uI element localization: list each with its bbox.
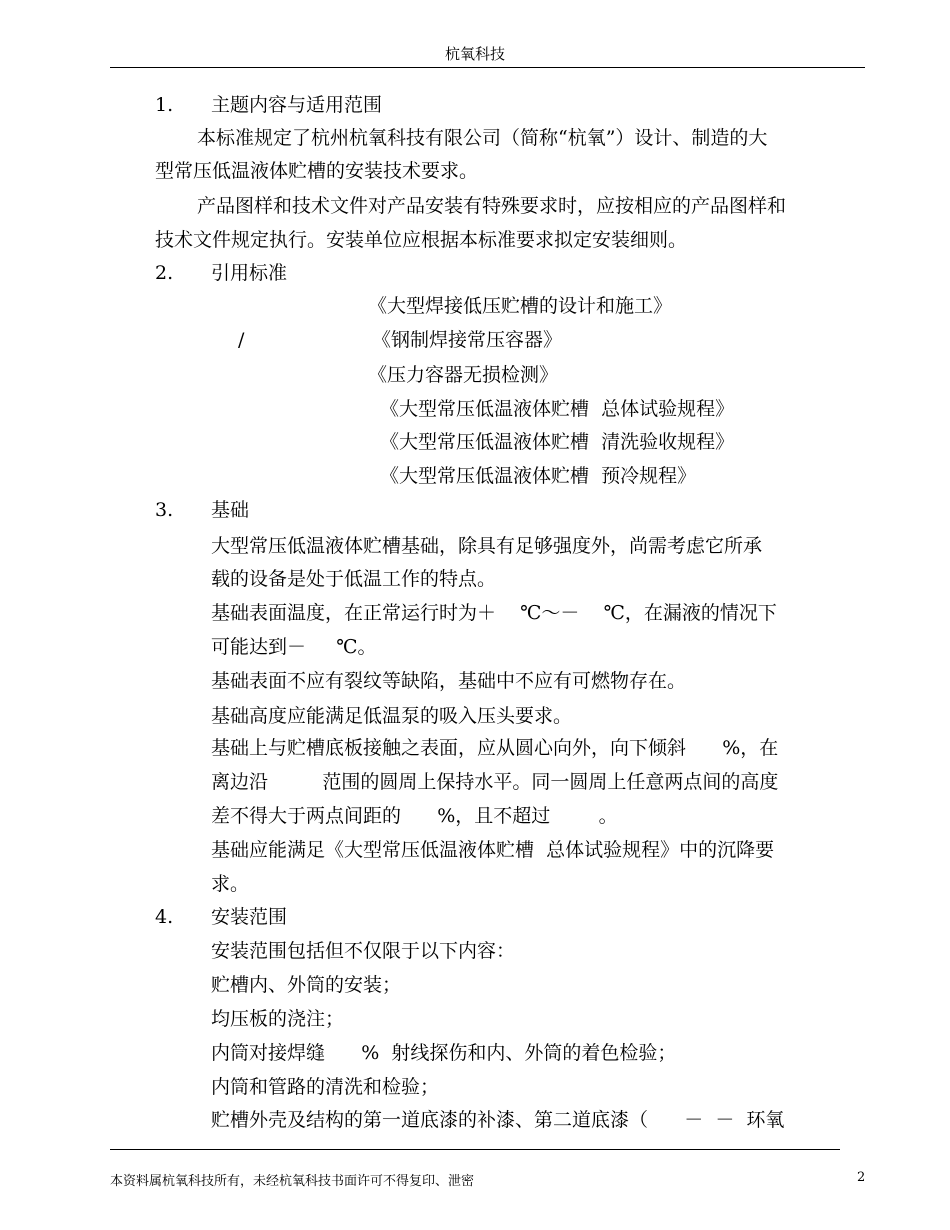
reference-slash: / xyxy=(238,329,245,351)
paragraph-line: 基础应能满足《大型常压低温液体贮槽 总体试验规程》中的沉降要 xyxy=(211,839,775,861)
section-2-title: 引用标准 xyxy=(211,262,288,284)
paragraph-line: 求。 xyxy=(211,873,250,895)
paragraph-line: 可能达到－ ℃。 xyxy=(211,636,377,658)
footer-copyright: 本资料属杭氧科技所有，未经杭氧科技书面许可不得复印、泄密 xyxy=(110,1174,475,1189)
paragraph-line: 均压板的浇注； xyxy=(211,1008,345,1030)
header-title: 杭氧科技 xyxy=(444,45,505,63)
section-2-number: 2. xyxy=(155,262,174,284)
section-1-number: 1. xyxy=(155,94,174,116)
reference-item: 《钢制焊接常压容器》 xyxy=(372,329,563,351)
section-4-title: 安装范围 xyxy=(211,906,288,928)
reference-item: 《压力容器无损检测》 xyxy=(368,364,559,386)
page-number: 2 xyxy=(857,1170,866,1185)
section-3-number: 3. xyxy=(155,499,174,521)
header-divider xyxy=(110,67,865,68)
paragraph-line: 型常压低温液体贮槽的安装技术要求。 xyxy=(155,160,479,182)
paragraph-line: 本标准规定了杭州杭氧科技有限公司（简称“杭氧”）设计、制造的大 xyxy=(197,127,768,149)
reference-item: 《大型常压低温液体贮槽 预冷规程》 xyxy=(380,465,697,487)
paragraph-line: 基础表面温度，在正常运行时为＋ ℃～－ ℃，在漏液的情况下 xyxy=(211,602,777,624)
paragraph-line: 产品图样和技术文件对产品安装有特殊要求时，应按相应的产品图样和 xyxy=(197,195,787,217)
paragraph-line: 基础高度应能满足低温泵的吸入压头要求。 xyxy=(211,705,573,727)
paragraph-line: 差不得大于两点间距的 %，且不超过 。 xyxy=(211,805,618,827)
paragraph-line: 基础表面不应有裂纹等缺陷，基础中不应有可燃物存在。 xyxy=(211,670,687,692)
paragraph-line: 贮槽内、外筒的安装； xyxy=(211,974,402,996)
section-1-title: 主题内容与适用范围 xyxy=(211,94,383,116)
paragraph-line: 内筒对接焊缝 % 射线探伤和内、外筒的着色检验； xyxy=(211,1042,677,1064)
paragraph-line: 离边沿 范围的圆周上保持水平。同一圆周上任意两点间的高度 xyxy=(211,771,779,793)
paragraph-line: 载的设备是处于低温工作的特点。 xyxy=(211,568,497,590)
footer-divider xyxy=(110,1149,840,1150)
paragraph-line: 内筒和管路的清洗和检验； xyxy=(211,1076,440,1098)
reference-item: 《大型常压低温液体贮槽 总体试验规程》 xyxy=(380,398,735,420)
paragraph-line: 基础上与贮槽底板接触之表面，应从圆心向外，向下倾斜 %，在 xyxy=(211,737,779,759)
reference-item: 《大型常压低温液体贮槽 清洗验收规程》 xyxy=(380,431,735,453)
paragraph-line: 安装范围包括但不仅限于以下内容： xyxy=(211,940,516,962)
paragraph-line: 大型常压低温液体贮槽基础，除具有足够强度外，尚需考虑它所承 xyxy=(211,535,763,557)
section-3-title: 基础 xyxy=(211,499,250,521)
paragraph-line: 技术文件规定执行。安装单位应根据本标准要求拟定安装细则。 xyxy=(155,229,688,251)
paragraph-line: 贮槽外壳及结构的第一道底漆的补漆、第二道底漆（ － － 环氧 xyxy=(211,1109,785,1131)
section-4-number: 4. xyxy=(155,906,174,928)
reference-item: 《大型焊接低压贮槽的设计和施工》 xyxy=(368,295,673,317)
